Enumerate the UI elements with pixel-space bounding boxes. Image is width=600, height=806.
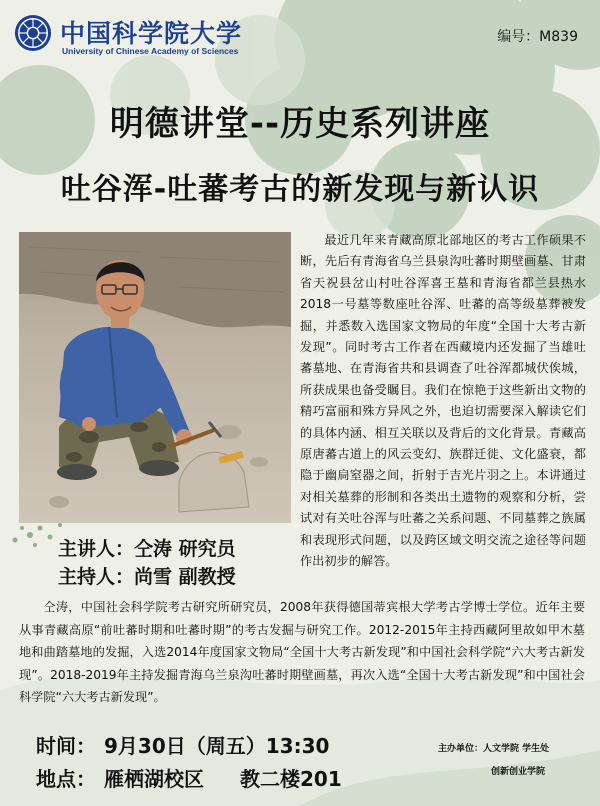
- logo-chinese-name: 中国科学院大学: [60, 19, 243, 48]
- host-line: 主持人：尚雪 副教授: [58, 566, 236, 588]
- series-title: 明德讲堂--历史系列讲座: [109, 104, 491, 144]
- event-info: [36, 730, 342, 796]
- lecture-title: 吐谷浑-吐蕃考古的新发现与新认识: [60, 172, 540, 207]
- speaker-photo: [19, 232, 291, 523]
- time-label: 时间：: [36, 734, 96, 758]
- organizer-line-2: 创新创业学院: [491, 767, 546, 777]
- time-row: [36, 730, 342, 763]
- time-value: 9月30日（周五）13:30: [104, 734, 330, 758]
- place-room: 教二楼201: [240, 767, 342, 791]
- speaker-bio: 仝涛，中国社会科学院考古研究所研究员，2008年获得德国蒂宾根大学考古学博士学位。近年主要从事青藏高原“前吐蕃时期和吐蕃时期”的考古发掘与研究工作。2012-2015年主持西藏阿里故如甲木墓地和曲踏墓地的发掘，入选2014年度国家文物局“全国十大考古新发现”和中国社会科学院“六大考古新发现”。2018-2019年主持发掘青海乌兰泉沟吐蕃时期壁画墓，再次入选“全国十大考古新发现”和中国社会科学院“六大考古新发现”。: [19, 600, 585, 704]
- ucas-emblem-icon: [14, 14, 52, 52]
- place-label: 地点：: [36, 767, 96, 791]
- organizer-line-1: 主办单位：人文学院 学生处: [438, 744, 550, 754]
- place-row: [36, 763, 342, 796]
- ucas-logo: [14, 10, 274, 62]
- poster-code: 编号：M839: [497, 29, 578, 45]
- lecture-abstract: 最近几年来青藏高原北部地区的考古工作硕果不断，先后有青海省乌兰县泉沟吐蕃时期壁画墓、甘肃省天祝县岔山村吐谷浑喜王墓和青海省都兰县热水2018一号墓等数座吐谷浑、吐蕃的高等级墓葬被发掘，并悉数入选国家文物局的年度“全国十大考古新发现”。同时考古工作者在西藏境内还发掘了当雄吐蕃墓地、在青海省共和县调查了吐谷浑都城伏俟城，所获成果也备受瞩目。我们在惊艳于这些新出文物的精巧富丽和殊方异风之外，也迫切需要深入解读它们的具体内涵、相互关联以及背后的文化背景。青藏高原唐蕃古道上的风云变幻、族群迁徙、文化盛衰，都隐于幽扃窒器之间，折射于吉光片羽之上。本讲通过对相关墓葬的形制和各类出土遗物的观察和分析，尝试对有关吐谷浑与吐蕃之关系问题、不同墓葬之族属和表现形式问题，以及跨区域文明交流之途径等问题作出初步的解答。: [300, 233, 586, 569]
- speaker-block: [58, 535, 236, 591]
- speaker-line: 主讲人：仝涛 研究员: [58, 538, 236, 560]
- place-campus: 雁栖湖校区: [104, 767, 204, 791]
- organizers: [438, 738, 578, 784]
- logo-english-name: University of Chinese Academy of Sciences: [62, 46, 239, 56]
